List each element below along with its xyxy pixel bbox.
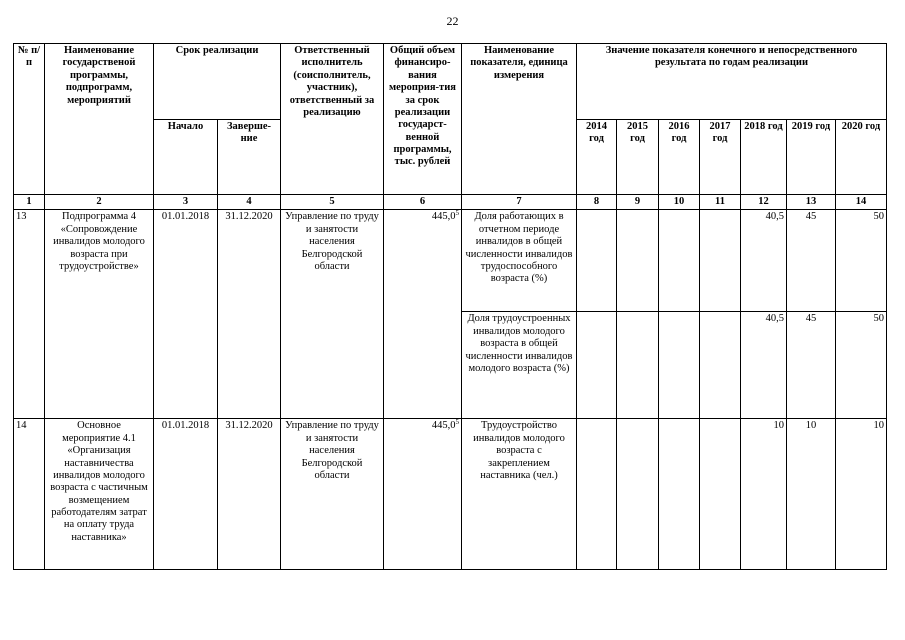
table-row xyxy=(14,419,887,570)
value-2017 xyxy=(700,312,741,419)
indicator-name: Трудоустройство инвалидов молодого возраста с закреплением наставника (чел.) xyxy=(462,419,577,570)
row-name: Основное мероприятие 4.1 «Организация наставничества инвалидов молодого возраста с частичным возмещением работодателям затрат на оплату труда наставника» xyxy=(45,419,154,570)
value-2014 xyxy=(577,210,617,312)
row-end: 31.12.2020 xyxy=(218,210,281,419)
row-start: 01.01.2018 xyxy=(154,419,218,570)
column-number: 1 xyxy=(14,195,45,210)
header-year-2015: 2015 год xyxy=(617,119,659,195)
program-table xyxy=(13,43,887,570)
value-2020: 50 xyxy=(836,312,887,419)
indicator-name: Доля трудоустроенных инвалидов молодого возраста в общей численности инвалидов молодого возраста (%) xyxy=(462,312,577,419)
column-number: 4 xyxy=(218,195,281,210)
row-responsible: Управление по труду и занятости населения Белгородской области xyxy=(281,210,384,419)
value-2017 xyxy=(700,210,741,312)
value-2014 xyxy=(577,312,617,419)
column-number: 8 xyxy=(577,195,617,210)
value-2019: 45 xyxy=(787,312,836,419)
value-2018: 40,5 xyxy=(741,210,787,312)
value-2017 xyxy=(700,419,741,570)
value-2014 xyxy=(577,419,617,570)
header-year-2014: 2014 год xyxy=(577,119,617,195)
header-period: Срок реализации xyxy=(154,44,281,120)
column-number: 10 xyxy=(659,195,700,210)
header-year-2017: 2017 год xyxy=(700,119,741,195)
header-year-2019: 2019 год xyxy=(787,119,836,195)
value-2020: 50 xyxy=(836,210,887,312)
header-volume: Общий объем финансиро-вания мероприя-тия за срок реализации государст-венной программы, тыс. рублей xyxy=(384,44,462,195)
header-responsible: Ответственный исполнитель (соисполнитель, участник), ответственный за реализацию xyxy=(281,44,384,195)
column-number: 5 xyxy=(281,195,384,210)
header-end: Заверше-ние xyxy=(218,119,281,195)
row-start: 01.01.2018 xyxy=(154,210,218,419)
column-number: 14 xyxy=(836,195,887,210)
table-row xyxy=(14,210,887,312)
header-values: Значение показателя конечного и непосредственного результата по годам реализации xyxy=(577,44,887,120)
row-num: 13 xyxy=(14,210,45,419)
header-year-2016: 2016 год xyxy=(659,119,700,195)
column-number: 2 xyxy=(45,195,154,210)
header-year-2018: 2018 год xyxy=(741,119,787,195)
column-number: 9 xyxy=(617,195,659,210)
value-2019: 45 xyxy=(787,210,836,312)
value-2016 xyxy=(659,210,700,312)
header-indicator: Наименование показателя, единица измерения xyxy=(462,44,577,195)
value-2020: 10 xyxy=(836,419,887,570)
column-number: 11 xyxy=(700,195,741,210)
volume-footnote: 5 xyxy=(455,209,459,218)
header-row-1 xyxy=(14,44,887,120)
header-start: Начало xyxy=(154,119,218,195)
row-name: Подпрограмма 4 «Сопровождение инвалидов молодого возраста при трудоустройстве» xyxy=(45,210,154,419)
volume-footnote: 5 xyxy=(455,418,459,427)
row-volume xyxy=(384,419,462,570)
volume-value: 445,0 xyxy=(431,211,456,223)
value-2015 xyxy=(617,210,659,312)
value-2019: 10 xyxy=(787,419,836,570)
value-2018: 40,5 xyxy=(741,312,787,419)
row-responsible: Управление по труду и занятости населения Белгородской области xyxy=(281,419,384,570)
row-volume xyxy=(384,210,462,419)
column-number: 12 xyxy=(741,195,787,210)
value-2015 xyxy=(617,312,659,419)
value-2018: 10 xyxy=(741,419,787,570)
value-2015 xyxy=(617,419,659,570)
header-num: № п/п xyxy=(14,44,45,195)
page-number: 22 xyxy=(446,14,459,28)
header-year-2020: 2020 год xyxy=(836,119,887,195)
column-number: 3 xyxy=(154,195,218,210)
row-num: 14 xyxy=(14,419,45,570)
column-number: 6 xyxy=(384,195,462,210)
column-number: 13 xyxy=(787,195,836,210)
value-2016 xyxy=(659,419,700,570)
value-2016 xyxy=(659,312,700,419)
indicator-name: Доля работающих в отчетном периоде инвалидов в общей численности инвалидов трудоспособного возраста (%) xyxy=(462,210,577,312)
volume-value: 445,0 xyxy=(431,420,456,432)
header-name: Наименование государственой программы, подпрограмм, мероприятий xyxy=(45,44,154,195)
column-number: 7 xyxy=(462,195,577,210)
column-numbers-row xyxy=(14,195,887,210)
row-end: 31.12.2020 xyxy=(218,419,281,570)
